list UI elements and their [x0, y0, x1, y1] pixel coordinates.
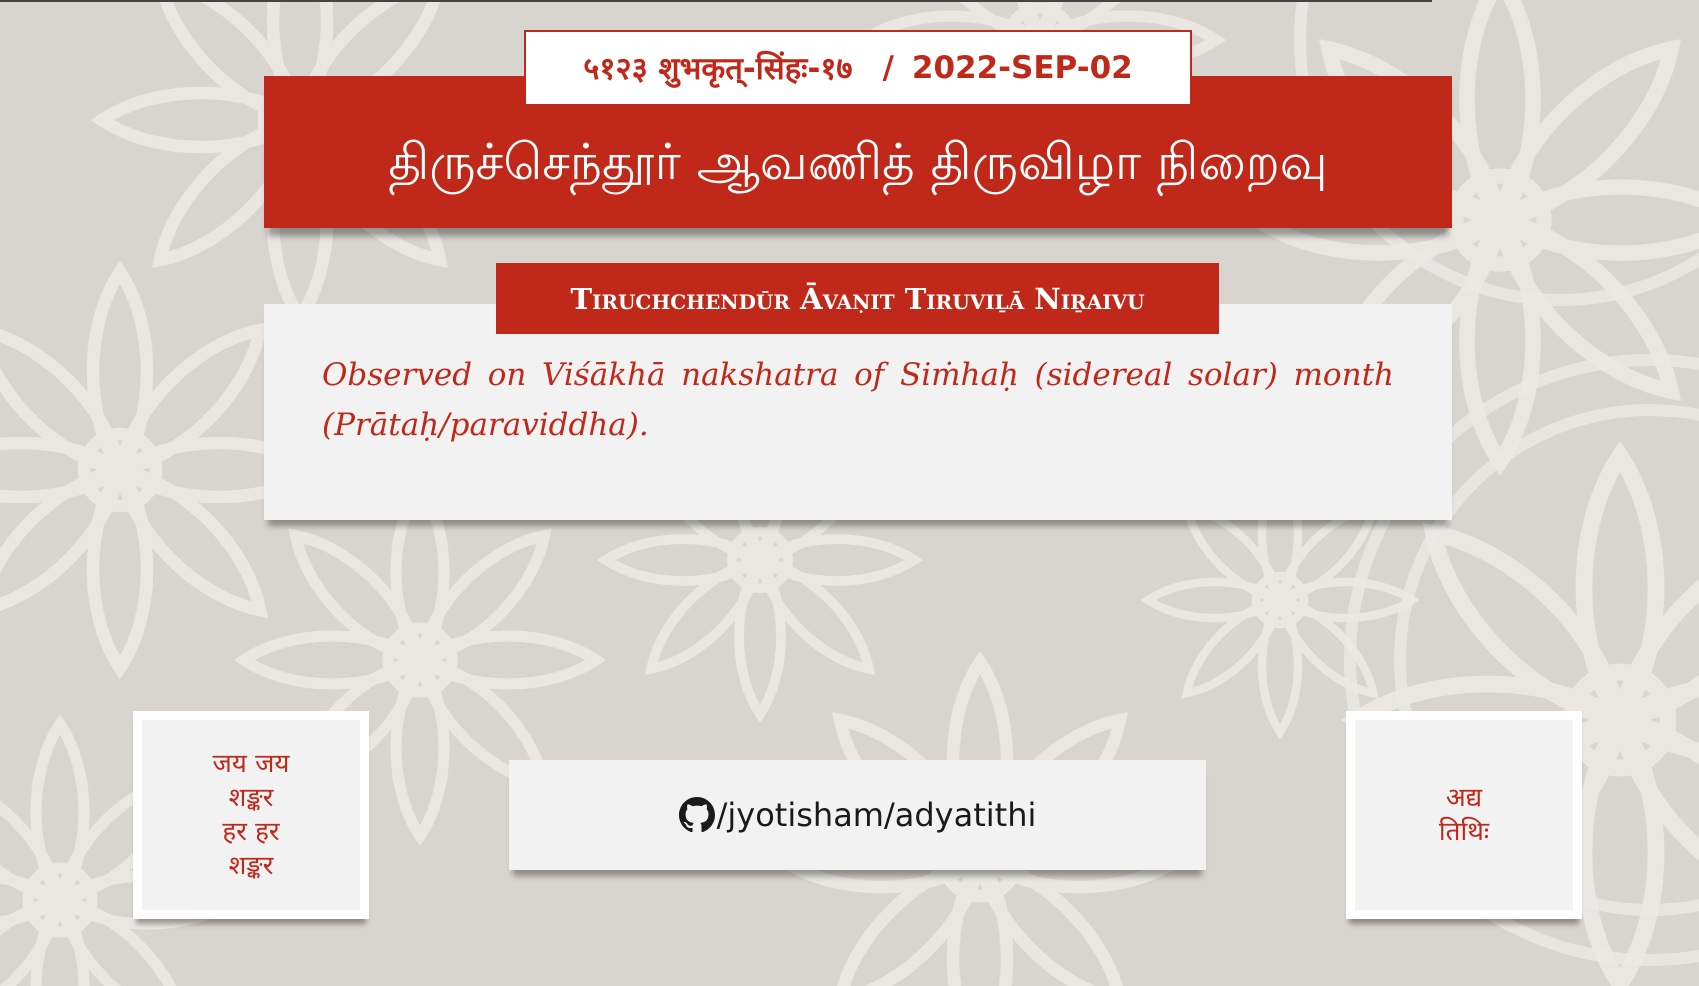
festival-description: Observed on Viśākhā nakshatra of Siṁhaḥ (sidereal solar) month (Prātaḥ/paraviddha). [322, 357, 1394, 443]
description-card [264, 304, 1452, 520]
repo-link[interactable] [509, 760, 1206, 870]
left-blessing-card [133, 711, 369, 919]
festival-subtitle: Tiruchchendūr Āvaṇit Tiruviḻā Niṟaivu [570, 281, 1145, 316]
github-icon [679, 797, 715, 833]
festival-title: திருச்செந்தூர் ஆவணித் திருவிழா நிறைவு [388, 132, 1328, 191]
repo-path: /jyotisham/adyatithi [716, 796, 1037, 834]
right-card-line: अद्य [1445, 783, 1483, 813]
date-separator: / [882, 50, 894, 86]
date-header [524, 30, 1192, 106]
left-card-line: शङ्कर [228, 783, 274, 813]
left-card-line: हर हर [222, 817, 280, 847]
right-card-line: तिथिः [1438, 817, 1490, 847]
top-border-line [0, 0, 1432, 2]
right-tithi-card [1346, 711, 1582, 919]
festival-subtitle-tab [496, 263, 1219, 334]
left-card-line: जय जय [212, 749, 290, 779]
gregorian-date: 2022-SEP-02 [911, 50, 1133, 86]
left-card-line: शङ्कर [228, 851, 274, 881]
samvat-date: ५१२३ शुभकृत्-सिंहः-१७ [583, 51, 853, 87]
